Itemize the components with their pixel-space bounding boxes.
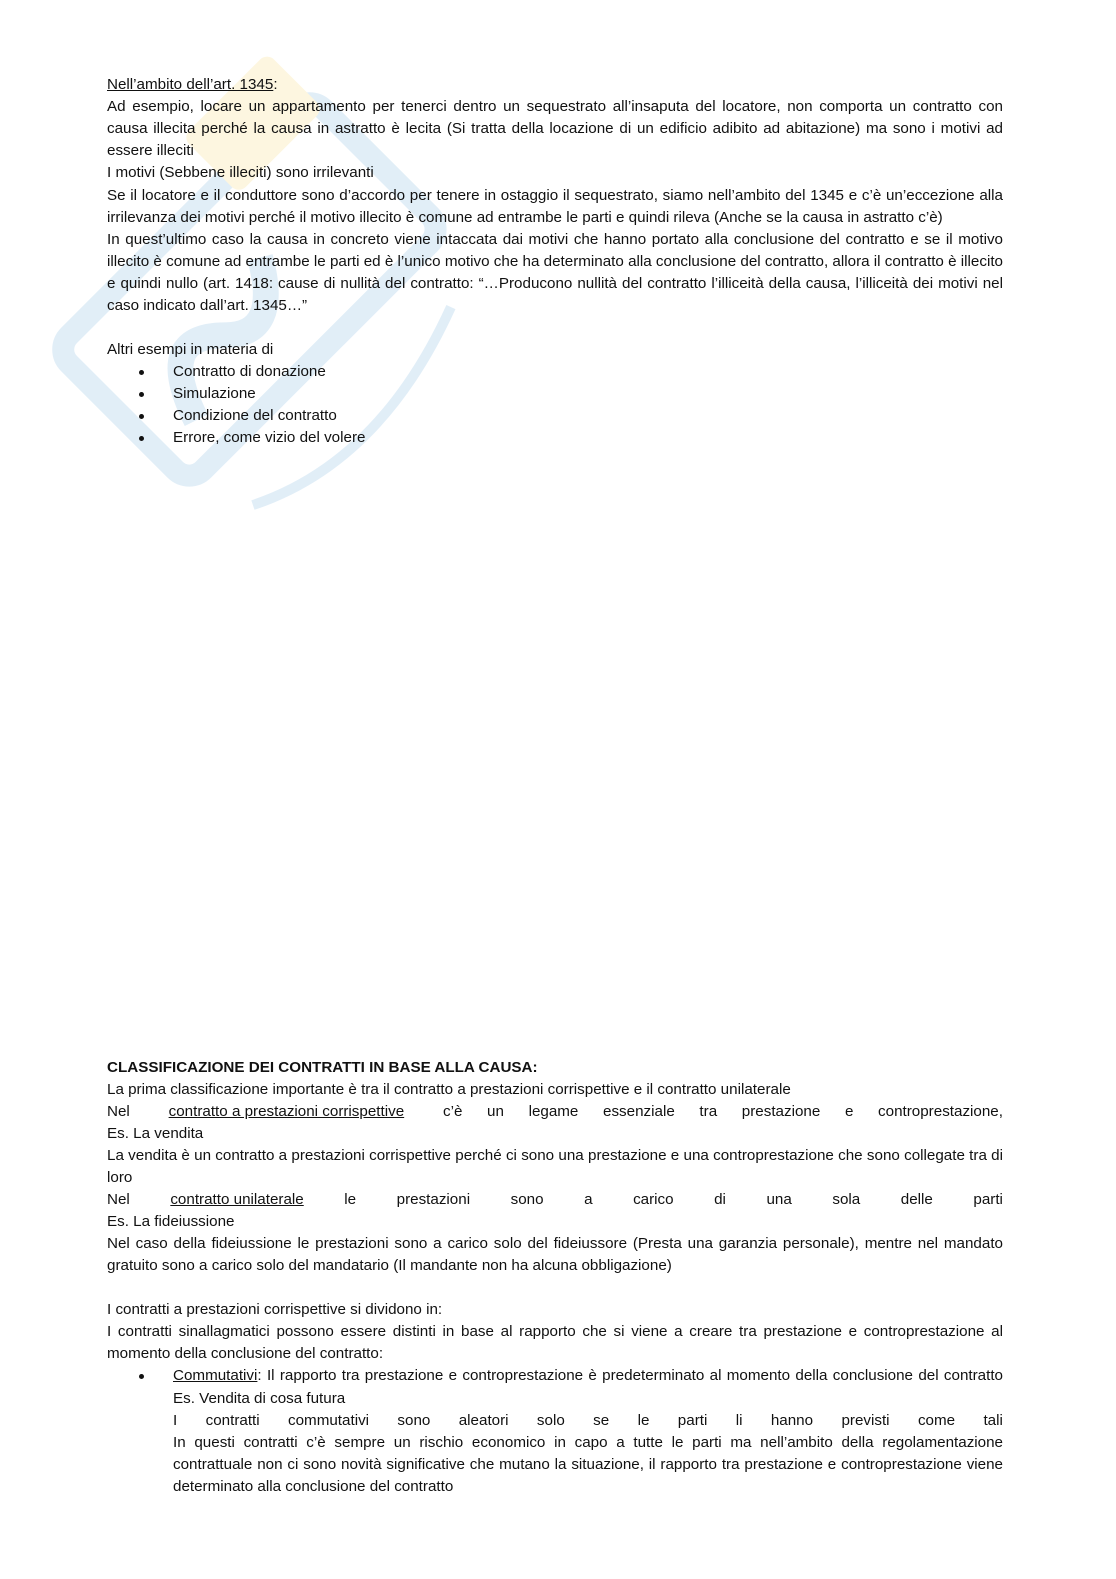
word: a bbox=[584, 1191, 593, 1208]
paragraph-1: Ad esempio, locare un appartamento per tenerci dentro un sequestrato all’insaputa del locatore, non comporta un contratto con causa illecita perché la causa in astratto è lecita (Si tratta della locazione di un edificio adibito ad abitazione) ma sono i motivi ad essere illeciti bbox=[107, 98, 1003, 159]
bullet-icon bbox=[139, 392, 144, 397]
list-item-text: Condizione del contratto bbox=[173, 407, 337, 424]
list-item bbox=[107, 361, 1003, 383]
line-2-underlined: contratto a prestazioni corrispettive bbox=[168, 1103, 405, 1120]
word: di bbox=[714, 1191, 726, 1208]
list-item-text: Errore, come vizio del volere bbox=[173, 429, 366, 446]
word: aleatori bbox=[458, 1412, 509, 1429]
line-8: I contratti a prestazioni corrispettive si dividono in: bbox=[107, 1301, 443, 1318]
word: parti bbox=[677, 1412, 708, 1429]
item-text-2: Es. Vendita di cosa futura bbox=[173, 1390, 346, 1407]
word: delle bbox=[900, 1191, 933, 1208]
heading-underlined: Nell’ambito dell’art. 1345 bbox=[107, 76, 274, 93]
line-2-post: c’è un legame essenziale tra prestazione e controprestazione, bbox=[442, 1103, 1003, 1120]
word: sono bbox=[510, 1191, 544, 1208]
word: hanno bbox=[770, 1412, 814, 1429]
line-3: Es. La vendita bbox=[107, 1125, 204, 1142]
word: contratti bbox=[205, 1412, 260, 1429]
line-9: I contratti sinallagmatici possono essere distinti in base al rapporto che si viene a creare tra prestazione e controprestazione al momento della conclusione del contratto: bbox=[107, 1323, 1003, 1362]
line-5-underlined: contratto unilaterale bbox=[170, 1191, 304, 1208]
item-term: Commutativi bbox=[173, 1367, 258, 1384]
bullet-icon bbox=[139, 1374, 144, 1379]
word: parti bbox=[973, 1191, 1003, 1208]
line-7: Nel caso della fideiussione le prestazioni sono a carico solo del fideiussore (Presta una garanzia personale), mentre nel mandato gratuito sono a carico solo del mandatario (Il mandante non ha alcuna obbligazione) bbox=[107, 1235, 1003, 1274]
paragraph-4: In quest’ultimo caso la causa in concreto viene intaccata dai motivi che hanno portato alla conclusione del contratto e se il motivo illecito è comune ad entrambe le parti ed è l’unico motivo che ha determinato alla conclusione del contratto, allora il contratto è illecito e quindi nullo (art. 1418: cause di nullità del contratto: “…Producono nullità del contratto l’illiceità della causa, l’illiceità dei motivi nel caso indicato dall’art. 1345…” bbox=[107, 231, 1003, 314]
line-5-pre: Nel bbox=[107, 1191, 130, 1208]
heading-suffix: : bbox=[273, 76, 278, 93]
word: carico bbox=[633, 1191, 674, 1208]
line-4: La vendita è un contratto a prestazioni corrispettive perché ci sono una prestazione e una controprestazione che sono collegate tra di loro bbox=[107, 1147, 1003, 1186]
item-line-3: In questi contratti c’è sempre un rischio economico in capo a tutte le parti ma nell’ambito della regolamentazione contrattuale non ci sono novità significative che mutano la situazione, il rapporto tra prestazione e controprestazione viene determinato alla conclusione del contratto bbox=[173, 1434, 1003, 1495]
word: solo bbox=[536, 1412, 565, 1429]
line-2-pre: Nel bbox=[107, 1103, 130, 1120]
paragraph-3: Se il locatore e il conduttore sono d’accordo per tenere in ostaggio il sequestrato, siamo nell’ambito del 1345 e c’è un’eccezione alla irrilevanza dei motivi perché il motivo illecito è comune ad entrambe le parti e quindi rileva (Anche se la causa in astratto c’è) bbox=[107, 187, 1003, 226]
word: le bbox=[637, 1412, 650, 1429]
list-item bbox=[107, 427, 1003, 449]
word: se bbox=[593, 1412, 610, 1429]
word: tali bbox=[983, 1412, 1003, 1429]
word: le bbox=[344, 1191, 357, 1208]
paragraph-2 bbox=[107, 162, 1003, 185]
line-6: Es. La fideiussione bbox=[107, 1213, 235, 1230]
types-list bbox=[107, 1365, 1003, 1498]
list-item-text: Simulazione bbox=[173, 385, 256, 402]
list-item bbox=[107, 1365, 1003, 1498]
word: li bbox=[735, 1412, 743, 1429]
word: previsti bbox=[841, 1412, 890, 1429]
word: sola bbox=[832, 1191, 861, 1208]
bullet-icon bbox=[139, 414, 144, 419]
list-item-text: Contratto di donazione bbox=[173, 363, 326, 380]
item-line-2 bbox=[173, 1410, 1003, 1432]
section-heading bbox=[107, 74, 1003, 96]
list-item bbox=[107, 383, 1003, 405]
paragraph-2-text: I motivi (Sebbene illeciti) sono irrilevanti bbox=[107, 164, 374, 181]
line-2 bbox=[107, 1101, 1003, 1123]
word: sono bbox=[397, 1412, 431, 1429]
word: I bbox=[173, 1412, 178, 1429]
item-text: : Il rapporto tra prestazione e controprestazione è predeterminato al momento della conclusione del contratto bbox=[257, 1367, 1003, 1384]
line-5 bbox=[107, 1189, 1003, 1211]
word: commutativi bbox=[288, 1412, 370, 1429]
list-intro: Altri esempi in materia di bbox=[107, 341, 274, 358]
bottom-section bbox=[107, 1057, 1003, 1498]
bullet-icon bbox=[139, 370, 144, 375]
classification-heading: CLASSIFICAZIONE DEI CONTRATTI IN BASE ALLA CAUSA: bbox=[107, 1059, 538, 1076]
top-section bbox=[107, 74, 1003, 449]
list-item bbox=[107, 405, 1003, 427]
line-1: La prima classificazione importante è tra il contratto a prestazioni corrispettive e il contratto unilaterale bbox=[107, 1081, 791, 1098]
word: una bbox=[766, 1191, 792, 1208]
word: prestazioni bbox=[396, 1191, 471, 1208]
examples-list bbox=[107, 361, 1003, 449]
word: come bbox=[917, 1412, 956, 1429]
bullet-icon bbox=[139, 436, 144, 441]
